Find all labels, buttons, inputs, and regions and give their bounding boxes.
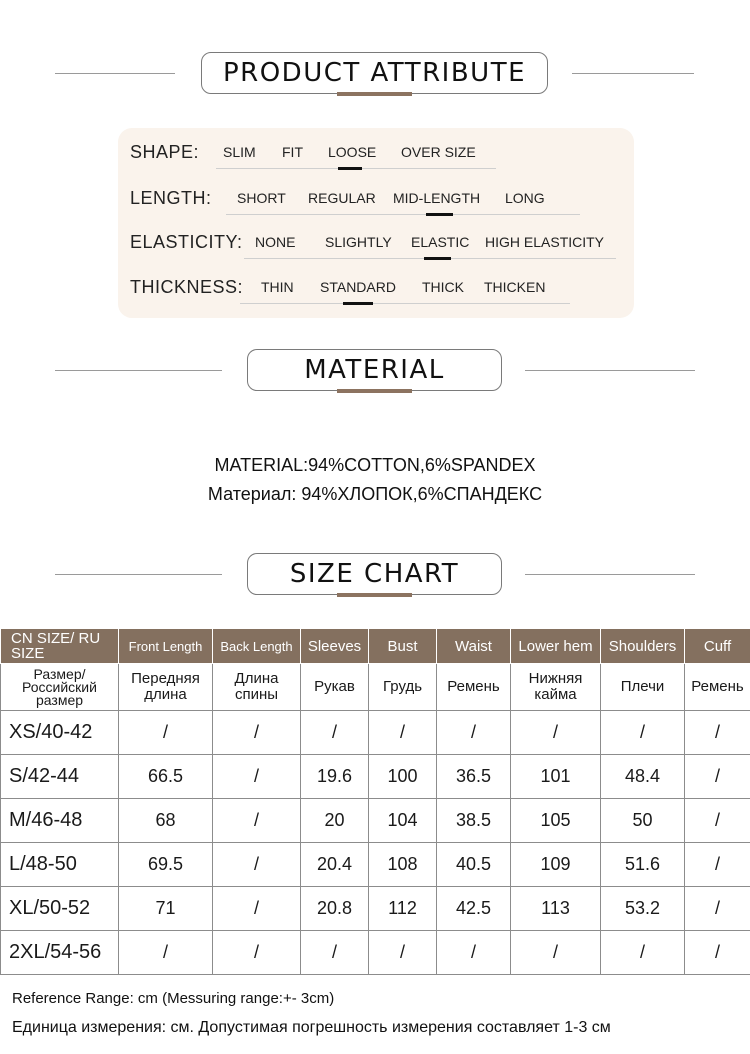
column-header-ru: Плечи: [601, 664, 685, 711]
attribute-option: NONE: [255, 234, 296, 250]
attribute-label: THICKNESS:: [130, 277, 244, 297]
table-cell: /: [213, 931, 301, 975]
table-row: [1, 755, 750, 799]
table-cell: 42.5: [437, 887, 511, 931]
divider-right: [572, 73, 694, 74]
selected-marker: [343, 302, 373, 305]
table-cell: 20.8: [301, 887, 369, 931]
column-header: Lower hem: [511, 629, 601, 664]
table-cell: /: [685, 711, 750, 755]
attribute-option: THICK: [422, 279, 464, 295]
attribute-option-selected: MID-LENGTH: [393, 190, 481, 206]
attribute-row-thickness: [130, 277, 630, 307]
selected-marker: [426, 213, 453, 216]
table-cell: /: [213, 711, 301, 755]
table-cell: /: [369, 931, 437, 975]
table-cell: /: [119, 711, 213, 755]
attribute-row-elasticity: [130, 232, 630, 262]
title-underline: [337, 92, 412, 96]
table-cell: /: [213, 755, 301, 799]
column-header: Shoulders: [601, 629, 685, 664]
table-cell: 36.5: [437, 755, 511, 799]
table-cell: /: [301, 931, 369, 975]
attribute-option: HIGH ELASTICITY: [485, 234, 605, 250]
attribute-option-selected: ELASTIC: [411, 234, 470, 250]
table-cell: 66.5: [119, 755, 213, 799]
table-cell: 104: [369, 799, 437, 843]
divider-left: [55, 574, 222, 575]
header-row-en: [1, 629, 750, 664]
title-underline: [337, 389, 412, 393]
product-attribute-title: PRODUCT ATTRIBUTE: [201, 52, 548, 94]
column-header-ru: Рукав: [301, 664, 369, 711]
table-cell: 113: [511, 887, 601, 931]
size-cell: 2XL/54-56: [1, 931, 119, 975]
header-row-ru: [1, 664, 750, 711]
attribute-option: REGULAR: [308, 190, 376, 206]
table-cell: 48.4: [601, 755, 685, 799]
attribute-option-selected: LOOSE: [328, 144, 377, 160]
size-cell: L/48-50: [1, 843, 119, 887]
attribute-option: OVER SIZE: [401, 144, 476, 160]
title-underline: [337, 593, 412, 597]
table-cell: /: [119, 931, 213, 975]
table-cell: 38.5: [437, 799, 511, 843]
size-cell: XS/40-42: [1, 711, 119, 755]
attribute-option: SLIM: [223, 144, 256, 160]
divider-left: [55, 370, 222, 371]
attribute-option: SHORT: [237, 190, 286, 206]
attribute-option: THICKEN: [484, 279, 546, 295]
table-cell: 108: [369, 843, 437, 887]
table-cell: 68: [119, 799, 213, 843]
table-cell: /: [685, 755, 750, 799]
table-cell: /: [301, 711, 369, 755]
table-cell: /: [511, 711, 601, 755]
selected-marker: [424, 257, 451, 260]
column-header: Back Length: [213, 629, 301, 664]
column-header-ru: Нижняя кайма: [511, 664, 601, 711]
row-line: [240, 303, 570, 304]
material-title: MATERIAL: [247, 349, 502, 391]
column-header-ru: Ремень: [685, 664, 750, 711]
attribute-option: FIT: [282, 144, 303, 160]
table-cell: 105: [511, 799, 601, 843]
size-cell: M/46-48: [1, 799, 119, 843]
column-header: Bust: [369, 629, 437, 664]
table-cell: /: [601, 931, 685, 975]
table-cell: 40.5: [437, 843, 511, 887]
size-cell: S/42-44: [1, 755, 119, 799]
attribute-option: THIN: [261, 279, 294, 295]
table-cell: 53.2: [601, 887, 685, 931]
table-cell: 112: [369, 887, 437, 931]
table-cell: 71: [119, 887, 213, 931]
column-header-ru: Длина спины: [213, 664, 301, 711]
table-row: [1, 843, 750, 887]
table-cell: /: [685, 887, 750, 931]
table-cell: /: [437, 931, 511, 975]
divider-right: [525, 574, 695, 575]
attribute-row-shape: [130, 142, 630, 172]
table-cell: /: [213, 887, 301, 931]
table-cell: /: [511, 931, 601, 975]
material-en: MATERIAL:94%COTTON,6%SPANDEX: [214, 455, 536, 475]
table-cell: /: [601, 711, 685, 755]
table-cell: /: [213, 843, 301, 887]
table-cell: /: [369, 711, 437, 755]
size-cell: XL/50-52: [1, 887, 119, 931]
size-table: [0, 628, 750, 975]
row-line: [226, 214, 580, 215]
table-cell: 20.4: [301, 843, 369, 887]
table-row: [1, 711, 750, 755]
attribute-row-length: [130, 188, 630, 218]
divider-left: [55, 73, 175, 74]
reference-range-note: Reference Range: cm (Messuring range:+- 3cm): [12, 990, 335, 1007]
table-cell: /: [685, 931, 750, 975]
table-row: [1, 931, 750, 975]
attribute-option-selected: STANDARD: [320, 279, 396, 295]
table-cell: /: [213, 799, 301, 843]
attribute-label: ELASTICITY:: [130, 232, 243, 252]
selected-marker: [338, 167, 362, 170]
table-cell: 51.6: [601, 843, 685, 887]
column-header: Waist: [437, 629, 511, 664]
attribute-label: SHAPE:: [130, 142, 200, 162]
attribute-option: LONG: [505, 190, 545, 206]
column-header-ru: Передняя длина: [119, 664, 213, 711]
table-cell: 20: [301, 799, 369, 843]
column-header-ru: Грудь: [369, 664, 437, 711]
material-ru: Материал: 94%ХЛОПОК,6%СПАНДЕКС: [207, 484, 543, 504]
table-cell: 69.5: [119, 843, 213, 887]
column-header: Front Length: [119, 629, 213, 664]
column-header: Sleeves: [301, 629, 369, 664]
table-cell: 109: [511, 843, 601, 887]
column-header: CN SIZE/ RU SIZE: [1, 629, 119, 664]
table-cell: 101: [511, 755, 601, 799]
table-cell: 19.6: [301, 755, 369, 799]
table-row: [1, 799, 750, 843]
attribute-option: SLIGHTLY: [325, 234, 392, 250]
table-cell: /: [685, 843, 750, 887]
measurement-note-ru: Единица измерения: см. Допустимая погрешность измерения составляет 1-3 см: [12, 1019, 611, 1036]
column-header-ru: Ремень: [437, 664, 511, 711]
column-header-ru: Размер/ Российский размер: [1, 664, 119, 711]
divider-right: [525, 370, 695, 371]
size-chart-title: SIZE CHART: [247, 553, 502, 595]
column-header: Cuff: [685, 629, 750, 664]
table-cell: /: [685, 799, 750, 843]
attribute-label: LENGTH:: [130, 188, 212, 208]
table-cell: 100: [369, 755, 437, 799]
table-cell: /: [437, 711, 511, 755]
attribute-panel: [118, 128, 634, 318]
table-row: [1, 887, 750, 931]
table-cell: 50: [601, 799, 685, 843]
